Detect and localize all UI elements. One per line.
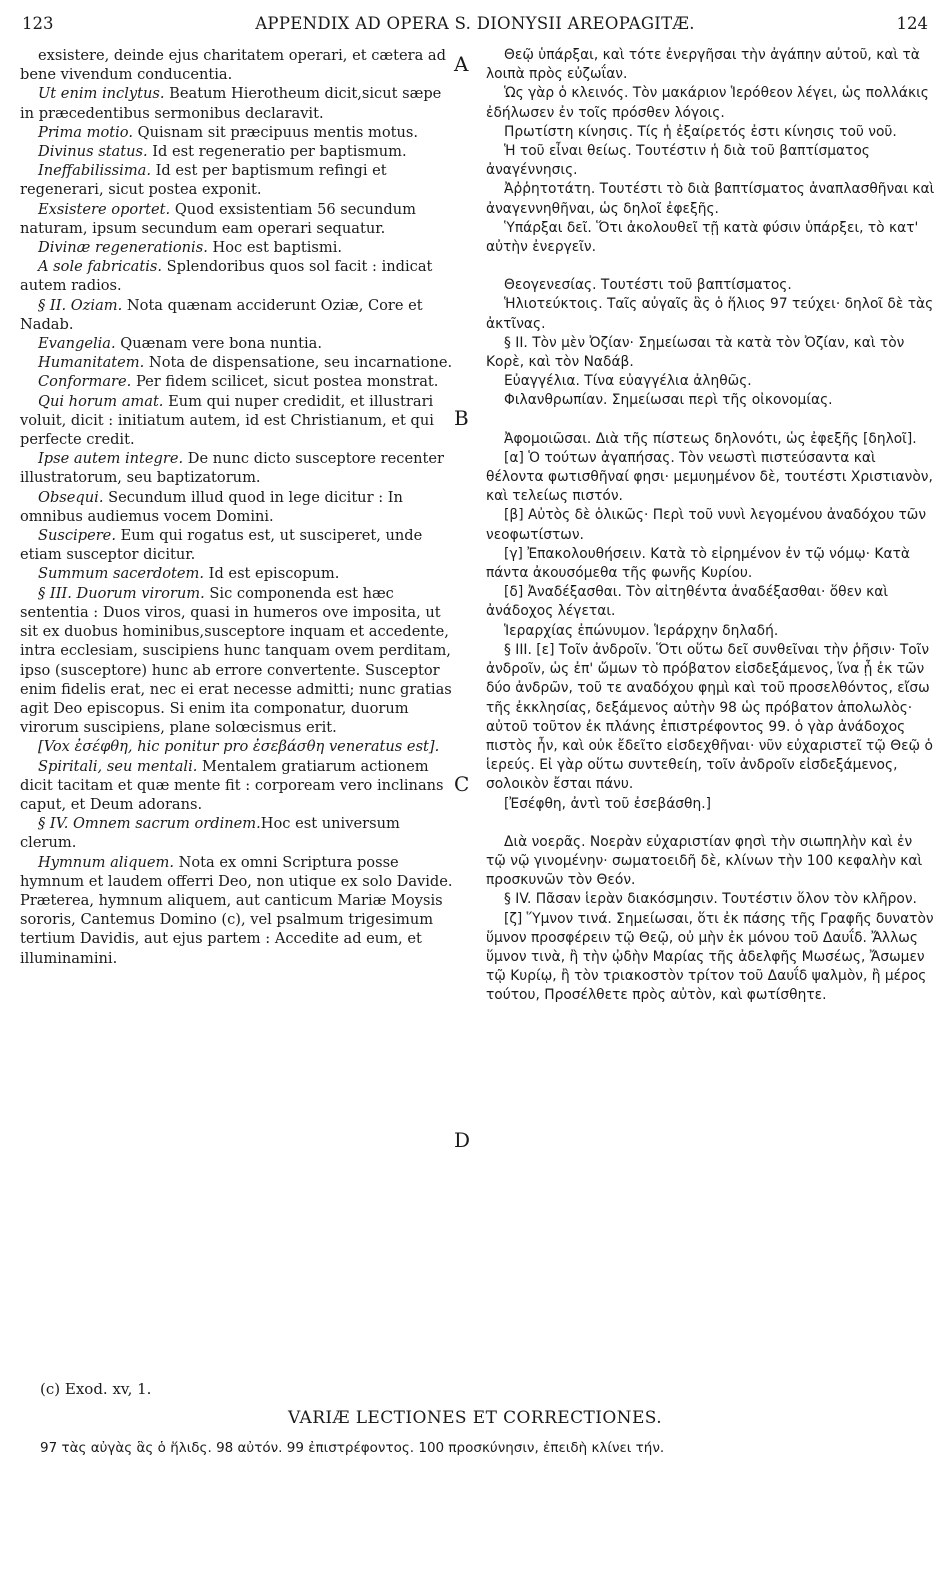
margin-marker-a: A <box>454 52 469 76</box>
greek-paragraph: § II. Τὸν μὲν Ὀζίαν· Σημείωσαι τὰ κατὰ τὸν Ὀζίαν, καὶ τὸν Κορὲ, καὶ τὸν Ναδάβ. <box>486 334 905 371</box>
latin-paragraph <box>20 200 460 238</box>
greek-paragraph: [ζ] Ὕμνον τινά. Σημείωσαι, ὅτι ἐκ πάσης τῆς Γραφῆς δυνατὸν ὕμνον προσφέρειν τῷ Θεῷ, οὐ μὴν ἐκ μόνου τοῦ Δαυΐδ. Ἄλλως ὕμνον τινὰ, ἢ τὴν ᾠδὴν Μαρίας τῆς ἀδελφῆς Μωσέως, Ἄσωμεν τῷ Κυρίῳ, ἢ τὸν τριακοστὸν τρίτον τοῦ Δαυΐδ ψαλμὸν, ἢ μέρος τούτου, Προσέλθετε πρὸς αὐτὸν, καὶ φωτίσθητε. <box>486 910 934 1004</box>
lemma-heading: Ineffabilissima. <box>38 162 152 180</box>
latin-paragraph <box>20 392 460 450</box>
lemma-heading: § III. Duorum virorum. <box>38 584 205 602</box>
greek-paragraph: Ὑπάρξαι δεῖ. Ὅτι ἀκολουθεῖ τῇ κατὰ φύσιν ὑπάρξει, τὸ κατ' αὐτὴν ἐνεργεῖν. <box>486 219 919 256</box>
lemma-text: Secundum illud quod in lege dicitur : In omnibus audiemus vocem Domini. <box>20 488 403 525</box>
lemma-heading: Hymnum aliquem. <box>38 853 174 871</box>
greek-paragraph: Εὐαγγέλια. Τίνα εὐαγγέλια ἀληθῶς. <box>504 373 752 390</box>
lemma-text: Eum qui nuper credidit, et illustrari voluit, dicit : initiatum autem, id est Christianum, et qui perfecte credit. <box>20 392 434 449</box>
greek-paragraph: Ἡλιοτεύκτοις. Ταῖς αὐγαῖς ἃς ὁ ἥλιος 97 τεύχει· δηλοῖ δὲ τὰς ἀκτῖνας. <box>486 296 934 332</box>
greek-paragraph: § III. [ε] Τοῖν ἀνδροῖν. Ὅτι οὕτω δεῖ συνθεῖναι τὴν ῥῆσιν· Τοῖν ἀνδροῖν, ὡς ἐπ' ὤμων τὸ πρόβατον εἰσδεξάμενος, ἵνα ᾖ ἐκ τῶν δύο ἀνδρῶν, τοῦ τε αναδόχου φημὶ καὶ τοῦ προσελθόντος, εἴσω τῆς ἐκκλησίας, δεξάμενος αὐτὴν 98 ὡς πρόβατον ἀπολωλὸς· αὐτοῦ τοῦτον ἐκ πλάνης ἐπιστρέφοντος 99. ὁ γὰρ ἀνάδοχος πιστὸς ἦν, καὶ οὐκ ἔδεῖτο εἰσδεχθῆναι· νῦν εὐχαριστεῖ τῷ Θεῷ ὁ ἱερεύς. Εἰ γὰρ οὕτω συντεθείη, τοῖν ἀνδροῖν εἰσδεξάμενος, σολοικὸν ἔσται πάνυ. <box>486 641 933 793</box>
latin-paragraph <box>20 123 460 142</box>
greek-paragraph: Θεῷ ὑπάρξαι, καὶ τότε ἐνεργῆσαι τὴν ἀγάπην αὐτοῦ, καὶ τὰ λοιπὰ πρὸς εὐζωΐαν. <box>486 47 920 83</box>
lemma-text: Id est episcopum. <box>204 565 340 583</box>
lemma-heading: Suscipere. <box>38 527 116 545</box>
greek-paragraph: [α] Ὁ τούτων ἀγαπήσας. Τὸν νεωστὶ πιστεύσαντα καὶ θέλοντα φωτισθῆναί φησι· μεμυημένον δὲ, τουτέστι Χριστιανὸν, καὶ τελείως πιστόν. <box>486 449 933 505</box>
lemma-heading: § II. Oziam. <box>38 296 123 314</box>
greek-paragraph: [Ἐσέφθη, ἀντὶ τοῦ ἐσεβάσθη.] <box>504 795 711 812</box>
lemma-text: exsistere, deinde ejus charitatem operari, et cætera ad bene vivendum conducentia. <box>20 47 446 84</box>
page-header <box>22 14 928 42</box>
greek-paragraph: § IV. Πᾶσαν ἱερὰν διακόσμησιν. Τουτέστιν ὅλον τὸν κλῆρον. <box>504 891 917 908</box>
lemma-text: Hoc est baptismi. <box>207 239 343 257</box>
footnote: (c) Exod. xv, 1. <box>40 1380 152 1398</box>
lemma-text: Sic componenda est hæc sententia : Duos viros, quasi in humeros ove imposita, ut sit ex duobus hominibus,susceptore inquam et accedente, intra ecclesiam, suscipiens hunc tanquam ovem perditam, ipso (susceptore) hunc ab errore convertente. Susceptor enim fidelis erat, nec ei erat necesse admitti; nunc gratias agit Deo episcopus. Si enim ita componatur, duorum virorum suscipiens, plane solœcismus erit. <box>20 584 452 737</box>
lemma-heading: Conformare. <box>38 373 132 391</box>
lemma-heading: Summum sacerdotem. <box>38 565 205 583</box>
lemma-text: Nota quænam acciderunt Oziæ, Core et Nadab. <box>20 296 423 333</box>
latin-paragraph <box>20 353 460 372</box>
lemma-text: De nunc dicto susceptore recenter illustratorum, seu baptizatorum. <box>20 450 444 487</box>
greek-paragraph: Ἱεραρχίας ἐπώνυμον. Ἱεράρχην δηλαδή. <box>504 622 779 639</box>
lemma-heading: Ipse autem integre. <box>38 450 184 468</box>
latin-paragraph <box>20 488 460 526</box>
greek-paragraph: Πρωτίστη κίνησις. Τίς ἡ ἐξαίρετός ἐστι κίνησις τοῦ νοῦ. <box>504 123 897 140</box>
latin-paragraph <box>20 526 460 564</box>
lemma-text: Id est regeneratio per baptismum. <box>147 143 407 161</box>
lemma-text: Quod exsistentiam 56 secundum naturam, ipsum secundum eam operari sequatur. <box>20 200 416 237</box>
latin-column <box>20 46 460 968</box>
lemma-text: Quænam vere bona nuntia. <box>115 335 323 353</box>
latin-paragraph <box>20 564 460 583</box>
latin-paragraph <box>20 161 460 199</box>
latin-paragraph <box>20 737 460 756</box>
lemma-heading: [Vox ἐσέφθη, hic ponitur pro ἐσεβάσθη veneratus est]. <box>38 738 440 756</box>
latin-paragraph <box>20 584 460 738</box>
margin-marker-c: C <box>454 772 470 796</box>
lemma-heading: Divinus status. <box>38 143 148 161</box>
lemma-heading: Exsistere oportet. <box>38 200 171 218</box>
lemma-text: Hoc est universum clerum. <box>20 815 400 852</box>
lemma-text: Eum qui rogatus est, ut susciperet, unde etiam susceptor dicitur. <box>20 527 423 564</box>
greek-column <box>486 46 936 1006</box>
lemma-heading: Qui horum amat. <box>38 392 164 410</box>
greek-paragraph: Ὡς γὰρ ὁ κλεινός. Τὸν μακάριον Ἱερόθεον λέγει, ὡς πολλάκις ἐδήλωσεν ἐν τοῖς πρόσθεν λόγοις. <box>486 85 929 121</box>
lemma-text: Beatum Hierotheum dicit,sicut sæpe in præcedentibus sermonibus declaravit. <box>20 85 442 122</box>
lemma-heading: A sole fabricatis. <box>38 258 163 276</box>
lemma-heading: Evangelia. <box>38 335 116 353</box>
latin-paragraph <box>20 296 460 334</box>
greek-paragraph: Φιλανθρωπίαν. Σημείωσαι περὶ τῆς οἰκονομίας. <box>504 392 833 409</box>
lemma-heading: Prima motio. <box>38 123 133 141</box>
page-number-left: 123 <box>22 14 54 33</box>
latin-paragraph <box>20 142 460 161</box>
greek-paragraph: Ἀῤῥητοτάτη. Τουτέστι τὸ διὰ βαπτίσματος ἀναπλασθῆναι καὶ ἀναγεννηθῆναι, ὡς δηλοῖ ἐφεξῆς. <box>486 181 935 217</box>
latin-paragraph <box>20 334 460 353</box>
margin-marker-b: B <box>454 406 469 430</box>
lemma-heading: Divinæ regenerationis. <box>38 239 208 257</box>
variae-lectiones: 97 τὰς αὐγὰς ἃς ὁ ἥλιδς. 98 αὐτόν. 99 ἐπιστρέφοντος. 100 προσκύνησιν, ἐπειδὴ κλίνει τήν. <box>40 1440 665 1456</box>
greek-paragraph: Θεογενεσίας. Τουτέστι τοῦ βαπτίσματος. <box>504 277 792 294</box>
lemma-heading: Obsequi. <box>38 488 104 506</box>
greek-paragraph: [δ] Ἀναδέξασθαι. Τὸν αἰτηθέντα ἀναδέξασθαι· ὅθεν καὶ ἀνάδοχος λέγεται. <box>486 584 889 620</box>
lemma-heading: Humanitatem. <box>38 354 145 372</box>
latin-paragraph <box>20 814 460 852</box>
greek-paragraph: Ἡ τοῦ εἶναι θείως. Τουτέστιν ἡ διὰ τοῦ βαπτίσματος ἀναγέννησις. <box>486 143 870 179</box>
latin-paragraph <box>20 46 460 84</box>
greek-paragraph: Ἀφομοιῶσαι. Διὰ τῆς πίστεως δηλονότι, ὡς ἐφεξῆς [δηλοῖ]. <box>504 430 917 447</box>
latin-paragraph <box>20 84 460 122</box>
lemma-text: Per fidem scilicet, sicut postea monstrat. <box>131 373 439 391</box>
margin-marker-d: D <box>454 1128 471 1152</box>
lemma-text: Splendoribus quos sol facit : indicat autem radios. <box>20 258 433 295</box>
running-title: APPENDIX AD OPERA S. DIONYSII AREOPAGITÆ. <box>255 14 695 33</box>
lemma-heading: Ut enim inclytus. <box>38 85 165 103</box>
latin-paragraph <box>20 238 460 257</box>
lemma-text: Id est per baptismum refingi et regenerari, sicut postea exponit. <box>20 162 387 199</box>
lemma-text: Quisnam sit præcipuus mentis motus. <box>132 123 419 141</box>
latin-paragraph <box>20 372 460 391</box>
lemma-text: Mentalem gratiarum actionem dicit tacitam et quæ mente fit : corpoream vero inclinans caput, et Deum adorans. <box>20 757 444 813</box>
latin-paragraph <box>20 757 460 815</box>
latin-paragraph <box>20 449 460 487</box>
lemma-heading: § IV. Omnem sacrum ordinem. <box>38 815 261 833</box>
latin-paragraph <box>20 257 460 295</box>
lemma-heading: Spiritali, seu mentali. <box>38 757 198 775</box>
greek-paragraph: [β] Αὐτὸς δὲ ὁλικῶς· Περὶ τοῦ νυνὶ λεγομένου ἀναδόχου τῶν νεοφωτίστων. <box>486 507 927 543</box>
lemma-text: Nota de dispensatione, seu incarnatione. <box>144 354 453 372</box>
page-number-right: 124 <box>896 14 928 33</box>
greek-paragraph: [γ] Ἐπακολουθήσειν. Κατὰ τὸ εἰρημένον ἐν τῷ νόμῳ· Κατὰ πάντα ἀκουσόμεθα τῆς φωνῆς Κυρίου. <box>486 545 910 582</box>
lemma-text: Nota ex omni Scriptura posse hymnum et laudem offerri Deo, non utique ex solo Davide. Præterea, hymnum aliquem, aut canticum Mariæ Moysis sororis, Cantemus Domino (c), vel psalmum trigesimum tertium Davidis, aut ejus partem : Accedite ad eum, et illuminamini. <box>20 853 453 967</box>
greek-paragraph: Διὰ νοερᾶς. Νοερὰν εὐχαριστίαν φησὶ τὴν σιωπηλὴν καὶ ἐν τῷ νῷ γινομένην· σωματοειδῆ δὲ, κλίνων τὴν 100 κεφαλὴν καὶ προσκυνῶν τὸν Θεόν. <box>486 833 923 889</box>
latin-paragraph <box>20 853 460 968</box>
variae-title: VARIÆ LECTIONES ET CORRECTIONES. <box>288 1408 662 1428</box>
